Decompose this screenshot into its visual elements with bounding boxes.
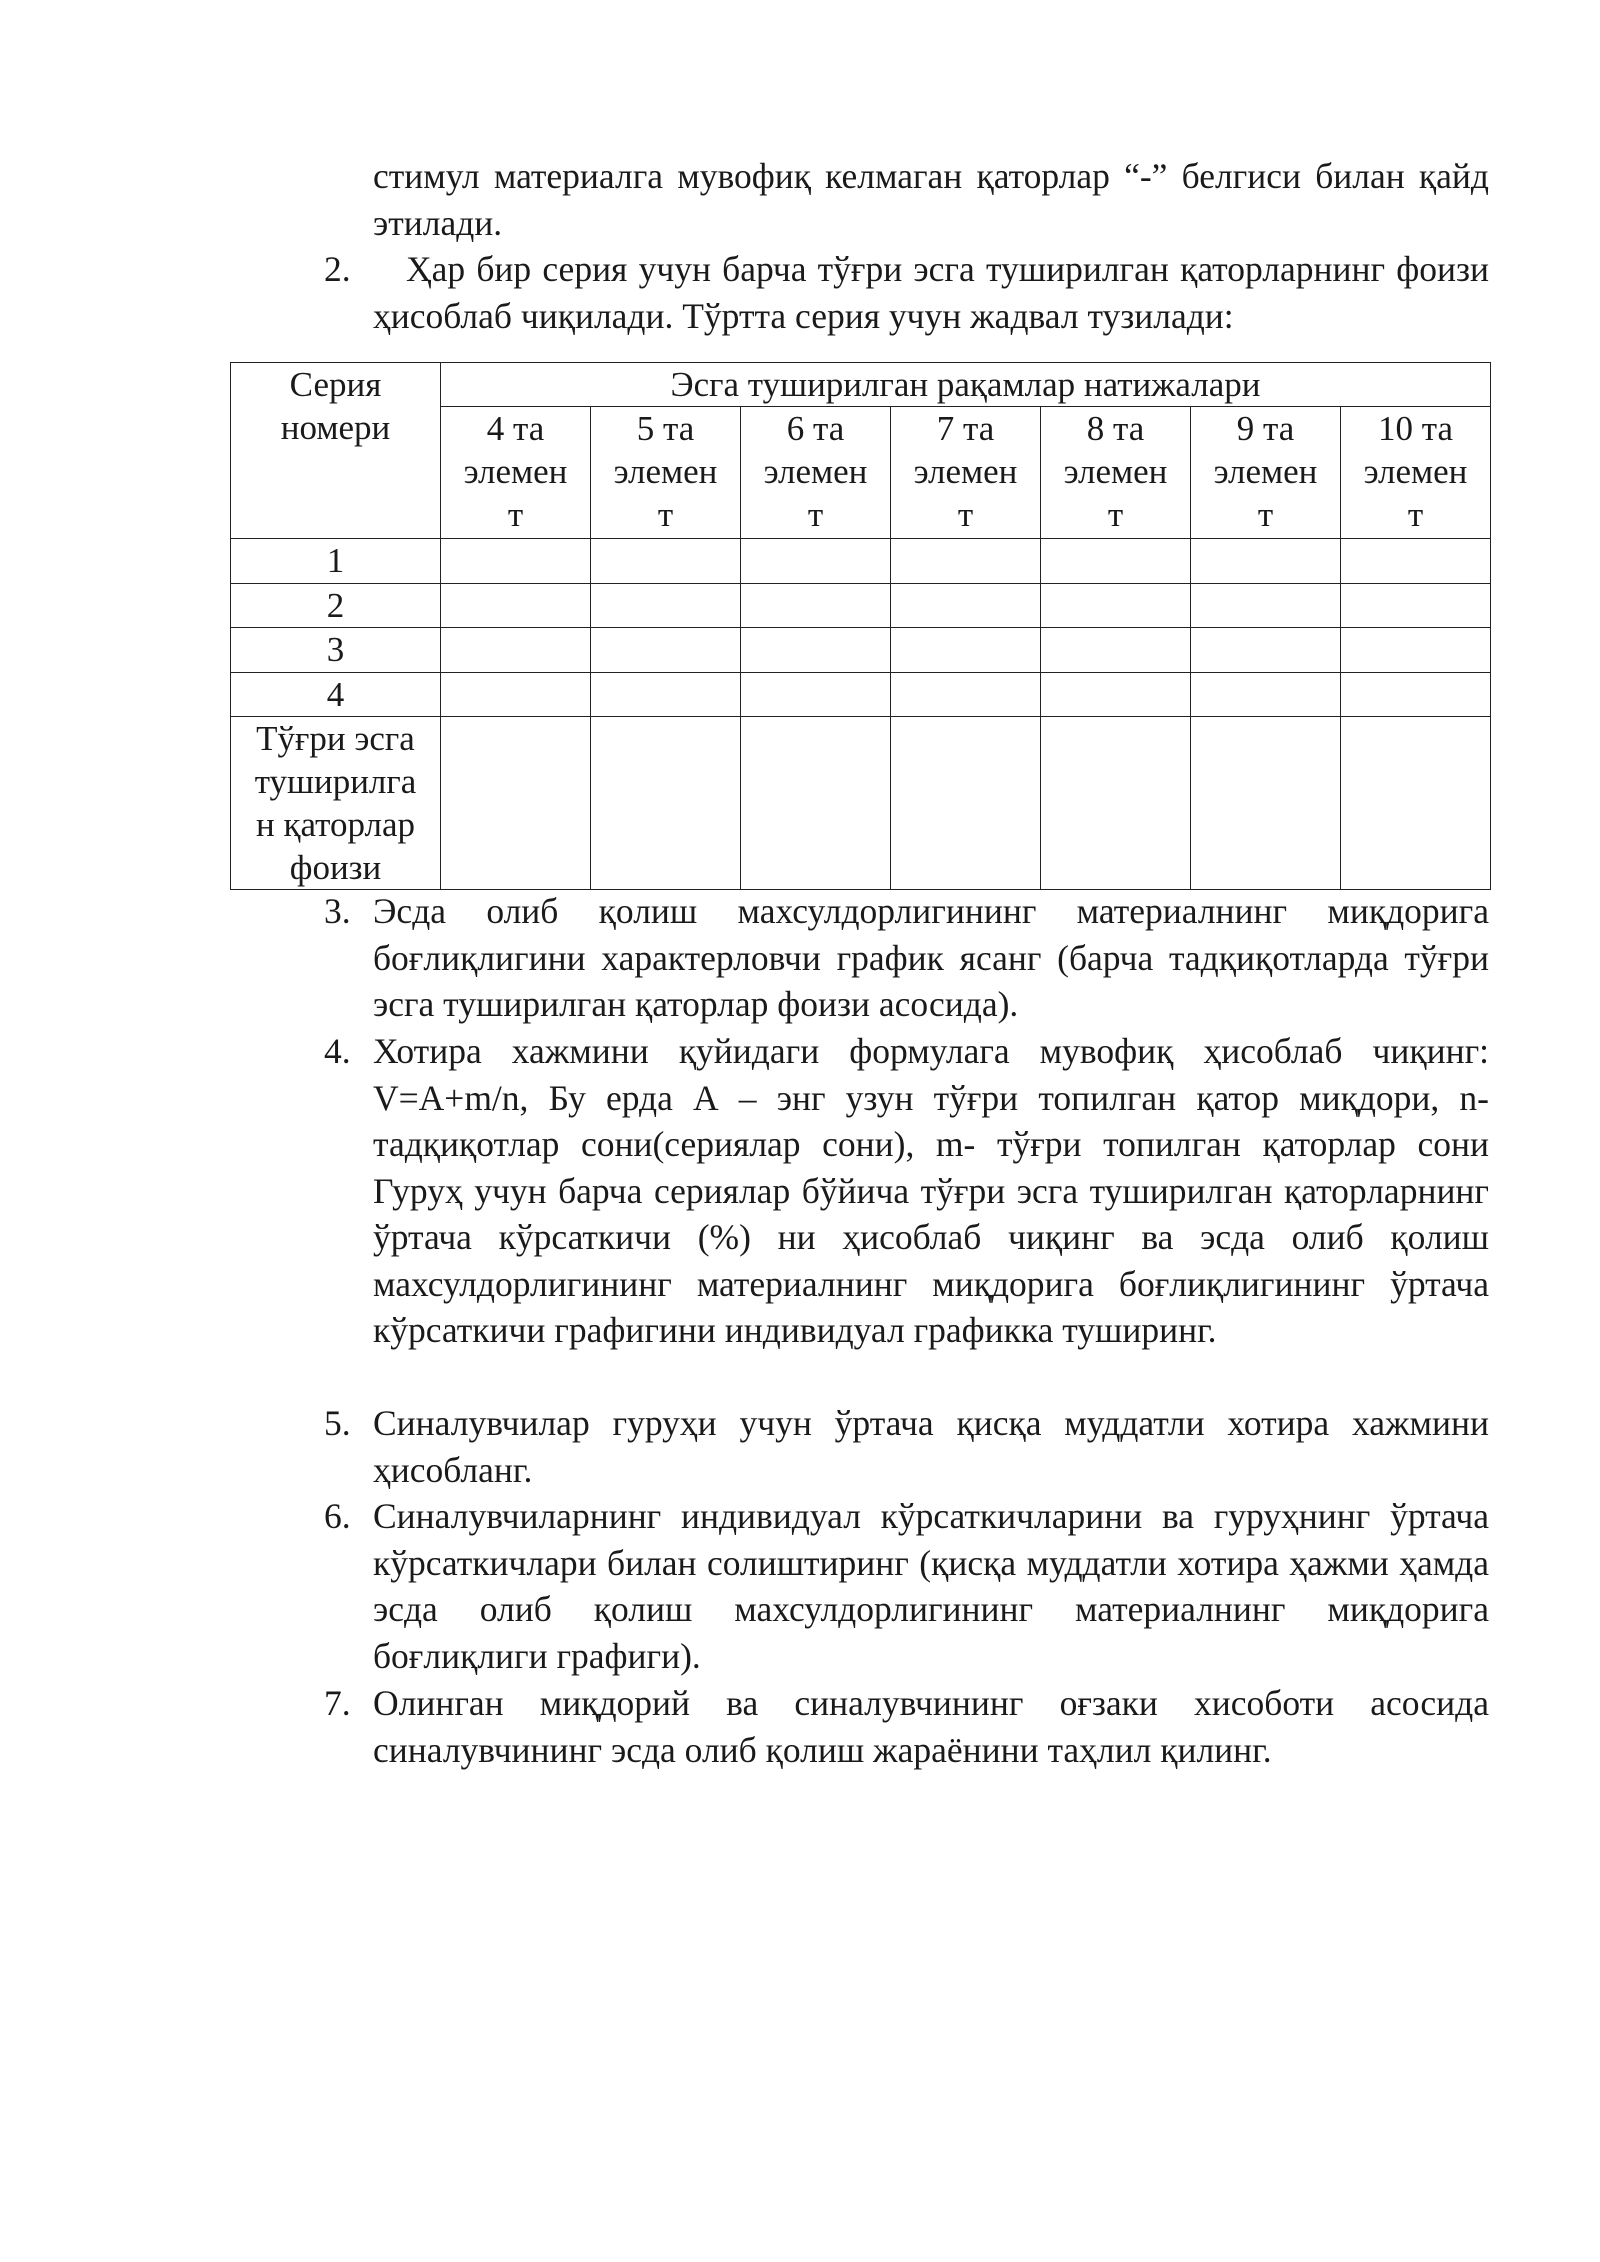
list-text: Эсда олиб қолиш махсулдорлигининг материалнинг миқдорига боғлиқлигини характерловчи график ясанг (барча тадқиқотларда тўғри эсга туширилган қаторлар фоизи асосида). [373,891,1489,1024]
list-text: Синалувчиларнинг индивидуал кўрсаткичларини ва гуруҳнинг ўртача кўрсаткичлари билан солиштиринг (қисқа муддатли хотира ҳажми ҳамда эсда олиб қолиш махсулдорлигининг материалнинг миқдорига боғлиқлиги графиги). [373,1496,1489,1676]
row-number: 3 [231,628,441,673]
list-number: 6. [324,1496,351,1536]
table-cell [441,717,591,890]
table-cell [891,628,1041,673]
table-cell [741,583,891,628]
column-header-8: 8 та элемен т [1041,407,1191,539]
continuation-paragraph: стимул материалга мувофиқ келмаган қаторлар “-” белгиси билан қайд этилади. [373,156,1489,243]
table-cell [891,583,1041,628]
table-cell [441,628,591,673]
table-cell [591,583,741,628]
table-cell [1041,583,1191,628]
table-cell [441,539,591,584]
table-cell [1341,583,1491,628]
results-table [230,362,1491,890]
column-header-10: 10 та элемен т [1341,407,1491,539]
table-cell [591,628,741,673]
table-cell [741,717,891,890]
table-cell [741,628,891,673]
table-row [231,583,1491,628]
row-number: 4 [231,672,441,717]
table-cell [1041,717,1191,890]
column-header-6: 6 та элемен т [741,407,891,539]
list-number: 4. [324,1031,351,1071]
table-cell [891,717,1041,890]
table-cell [591,717,741,890]
table-cell [441,672,591,717]
table-cell [591,539,741,584]
table-cell [1191,539,1341,584]
table-cell [1041,672,1191,717]
table-cell [1041,539,1191,584]
list-text: Синалувчилар гуруҳи учун ўртача қисқа муддатли хотира хажмини ҳисобланг. [373,1403,1489,1490]
column-header-9: 9 та элемен т [1191,407,1341,539]
list-number: 3. [324,891,351,931]
row-number: 1 [231,539,441,584]
table-cell [741,672,891,717]
series-number-header: Серия номери [231,363,441,539]
table-cell [1191,672,1341,717]
list-text: Олинган миқдорий ва синалувчининг оғзаки хисоботи асосида синалувчининг эсда олиб қолиш жараёнини таҳлил қилинг. [373,1683,1489,1770]
list-text: Хотира хажмини қуйидаги формулага мувофиқ ҳисоблаб чиқинг: V=A+m/n, Бу ерда А – энг узун тўғри топилган қатор миқдори, n-тадқиқотлар сони(сериялар сони), m- тўғри топилган қаторлар сони Гуруҳ учун барча сериялар бўйича тўғри эсга туширилган қаторларнинг ўртача кўрсаткичи (%) ни ҳисоблаб чиқинг ва эсда олиб қолиш махсулдорлигининг материалнинг миқдорига боғлиқлигининг ўртача кўрсаткичи графигини индивидуал графикка туширинг. [373,1031,1489,1350]
list-number: 2. [324,249,351,289]
table-cell [1341,539,1491,584]
table-row-percentage [231,717,1491,890]
table-cell [1341,628,1491,673]
table-cell [441,583,591,628]
table-row [231,628,1491,673]
table-cell [891,672,1041,717]
list-text: Ҳар бир серия учун барча тўғри эсга туширилган қаторларнинг фоизи ҳисоблаб чиқилади. Тўртта серия учун жадвал тузилади: [373,249,1489,336]
table-row [231,672,1491,717]
column-header-7: 7 та элемен т [891,407,1041,539]
table-cell [741,539,891,584]
table-cell [1341,717,1491,890]
list-number: 7. [324,1683,351,1723]
list-number: 5. [324,1403,351,1443]
table-cell [891,539,1041,584]
table-cell [1341,672,1491,717]
table-cell [1191,583,1341,628]
table-cell [1041,628,1191,673]
table-cell [591,672,741,717]
row-number: 2 [231,583,441,628]
results-header: Эсга туширилган рақамлар натижалари [441,363,1491,407]
column-header-5: 5 та элемен т [591,407,741,539]
table-cell [1191,628,1341,673]
table-row [231,539,1491,584]
column-header-4: 4 та элемен т [441,407,591,539]
percentage-row-label: Тўғри эсга туширилга н қаторлар фоизи [231,717,441,890]
table-cell [1191,717,1341,890]
